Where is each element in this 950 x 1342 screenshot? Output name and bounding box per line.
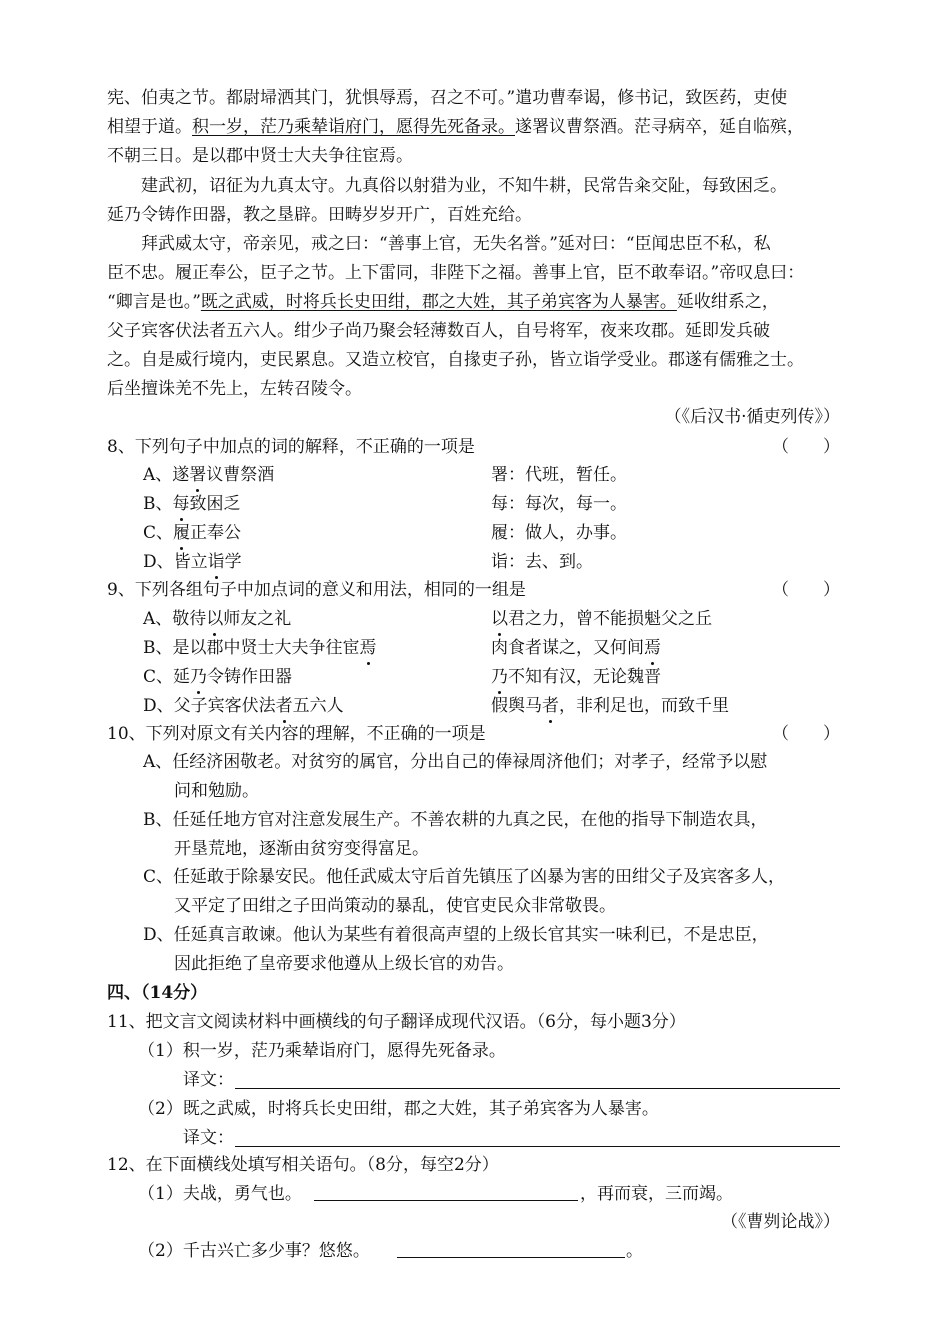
q8-option-b-expl: 每：每次，每一。 [491, 494, 627, 514]
q11-answer-line-2[interactable] [235, 1146, 840, 1147]
q10-option-a-cont: 问和勉励。 [174, 781, 259, 801]
passage-line: 建武初，诏征为九真太守。九真俗以射猎为业，不知牛耕，民常告籴交阯，每致困乏。 [141, 176, 787, 196]
q12-source-1: （《曹刿论战》） [721, 1212, 840, 1232]
q9-option-d-left: D、父子宾客伏法者五六人 [143, 696, 344, 716]
q10-option-d: D、任延真言敢谏。他认为某些有着很高声望的上级长官其实一味利已，不是忠臣， [143, 925, 769, 945]
q10-stem: 10、下列对原文有关内容的理解，不正确的一项是 [107, 724, 486, 744]
q10-option-a: A、任经济困敬老。对贫穷的属官，分出自己的俸禄周济他们；对孝子，经常予以慰 [143, 752, 768, 772]
q12-line-1-end: ，再而衰，三而竭。 [580, 1184, 733, 1204]
q11-sentence-1: （1）积一岁，茫乃乘辇诣府门，愿得先死备录。 [138, 1041, 506, 1061]
q8-option-a-expl: 署：代班，暂任。 [491, 465, 627, 485]
q9-stem: 9、下列各组句子中加点词的意义和用法，相同的一组是 [107, 580, 526, 600]
q12-line-2-start: （2）千古兴亡多少事？悠悠。 [138, 1241, 370, 1261]
q9-option-a-left: A、敬待以师友之礼 [143, 609, 292, 629]
passage-line: 之。自是威行境内，吏民累息。又造立校官，自掾吏子孙，皆立诣学受业。郡遂有儒雅之士。 [107, 350, 804, 370]
q8-option-a: A、遂署议曹祭酒 [143, 465, 275, 485]
q12-stem: 12、在下面横线处填写相关语句。（8分，每空2分） [107, 1155, 499, 1175]
passage-line: 父子宾客伏法者五六人。绀少子尚乃聚会轻薄数百人，自号将军，夜来攻郡。延即发兵破 [107, 321, 770, 341]
underlined-sentence-2: 既之武威，时将兵长史田绀，郡之大姓，其子弟宾客为人暴害。 [200, 292, 677, 312]
q8-option-d-expl: 诣：去、到。 [491, 552, 593, 572]
q12-line-1-start: （1）夫战，勇气也。 [138, 1184, 302, 1204]
q8-option-c-expl: 履：做人，办事。 [491, 523, 627, 543]
q9-option-b-right: 肉食者谋之，又何间焉 [491, 638, 661, 658]
underlined-sentence-1: 积一岁，茫乃乘辇诣府门，愿得先死备录。 [192, 117, 515, 137]
q10-option-d-cont: 因此拒绝了皇帝要求他遵从上级长官的劝告。 [174, 954, 514, 974]
q11-translation-label-2: 译文： [183, 1128, 234, 1148]
q12-blank-2[interactable] [397, 1257, 625, 1258]
q9-option-d-right: 假舆马者，非利足也，而致千里 [491, 696, 729, 716]
section-heading: 四、（14分） [107, 983, 208, 1003]
q11-sentence-2: （2）既之武威，时将兵长史田绀，郡之大姓，其子弟宾客为人暴害。 [138, 1099, 659, 1119]
passage-line: 后坐擅诛羌不先上，左转召陵令。 [107, 379, 362, 399]
q9-answer-paren[interactable]: （ ） [772, 580, 840, 600]
passage-line: 相望于道。积一岁，茫乃乘辇诣府门，愿得先死备录。遂署议曹祭酒。茫寻病卒，延自临殡， [107, 117, 804, 137]
passage-line: 臣不忠。履正奉公，臣子之节。上下雷同，非陛下之福。善事上官，臣不敢奉诏。”帝叹息曰： [107, 263, 805, 283]
passage-line: “卿言是也。”既之武威，时将兵长史田绀，郡之大姓，其子弟宾客为人暴害。延收绀系之， [107, 292, 779, 312]
passage-line: 不朝三日。是以郡中贤士大夫争往宦焉。 [107, 146, 413, 166]
passage-line: 宪、伯夷之节。都尉埽洒其门，犹惧辱焉，召之不可。”遣功曹奉谒，修书记，致医药，吏使 [107, 88, 788, 108]
q8-stem: 8、下列句子中加点的词的解释，不正确的一项是 [107, 437, 475, 457]
q10-option-b-cont: 开垦荒地，逐渐由贫穷变得富足。 [174, 839, 429, 859]
q11-stem: 11、把文言文阅读材料中画横线的句子翻译成现代汉语。（6分，每小题3分） [107, 1012, 686, 1032]
passage-source: （《后汉书·循吏列传》） [664, 407, 840, 427]
q10-option-c-cont: 又平定了田绀之子田尚策动的暴乱，使官吏民众非常敬畏。 [174, 896, 616, 916]
q9-option-a-right: 以君之力，曾不能损魁父之丘 [491, 609, 712, 629]
q8-answer-paren[interactable]: （ ） [772, 437, 840, 457]
passage-line: 拜武威太守，帝亲见，戒之曰：“善事上官，无失名誉。”延对曰：“臣闻忠臣不私，私 [141, 234, 771, 254]
q8-option-b: B、每致困乏 [143, 494, 241, 514]
q12-blank-1[interactable] [314, 1200, 578, 1201]
q8-option-c: C、履正奉公 [143, 523, 242, 543]
q10-answer-paren[interactable]: （ ） [772, 724, 840, 744]
passage-line: 延乃令铸作田器，教之垦辟。田畴岁岁开广，百姓充给。 [107, 205, 532, 225]
q11-answer-line-1[interactable] [235, 1088, 840, 1089]
q9-option-b-left: B、是以郡中贤士大夫争往宦焉 [143, 638, 377, 658]
q9-option-c-right: 乃不知有汉，无论魏晋 [491, 667, 661, 687]
q12-line-2-end: 。 [626, 1241, 643, 1261]
q11-translation-label-1: 译文： [183, 1070, 234, 1090]
q8-option-d: D、皆立诣学 [143, 552, 242, 572]
q10-option-c: C、任延敢于除暴安民。他任武威太守后首先镇压了凶暴为害的田绀父子及宾客多人， [143, 867, 786, 887]
q9-option-c-left: C、延乃令铸作田器 [143, 667, 293, 687]
q10-option-b: B、任延任地方官对注意发展生产。不善农耕的九真之民，在他的指导下制造农具， [143, 810, 768, 830]
